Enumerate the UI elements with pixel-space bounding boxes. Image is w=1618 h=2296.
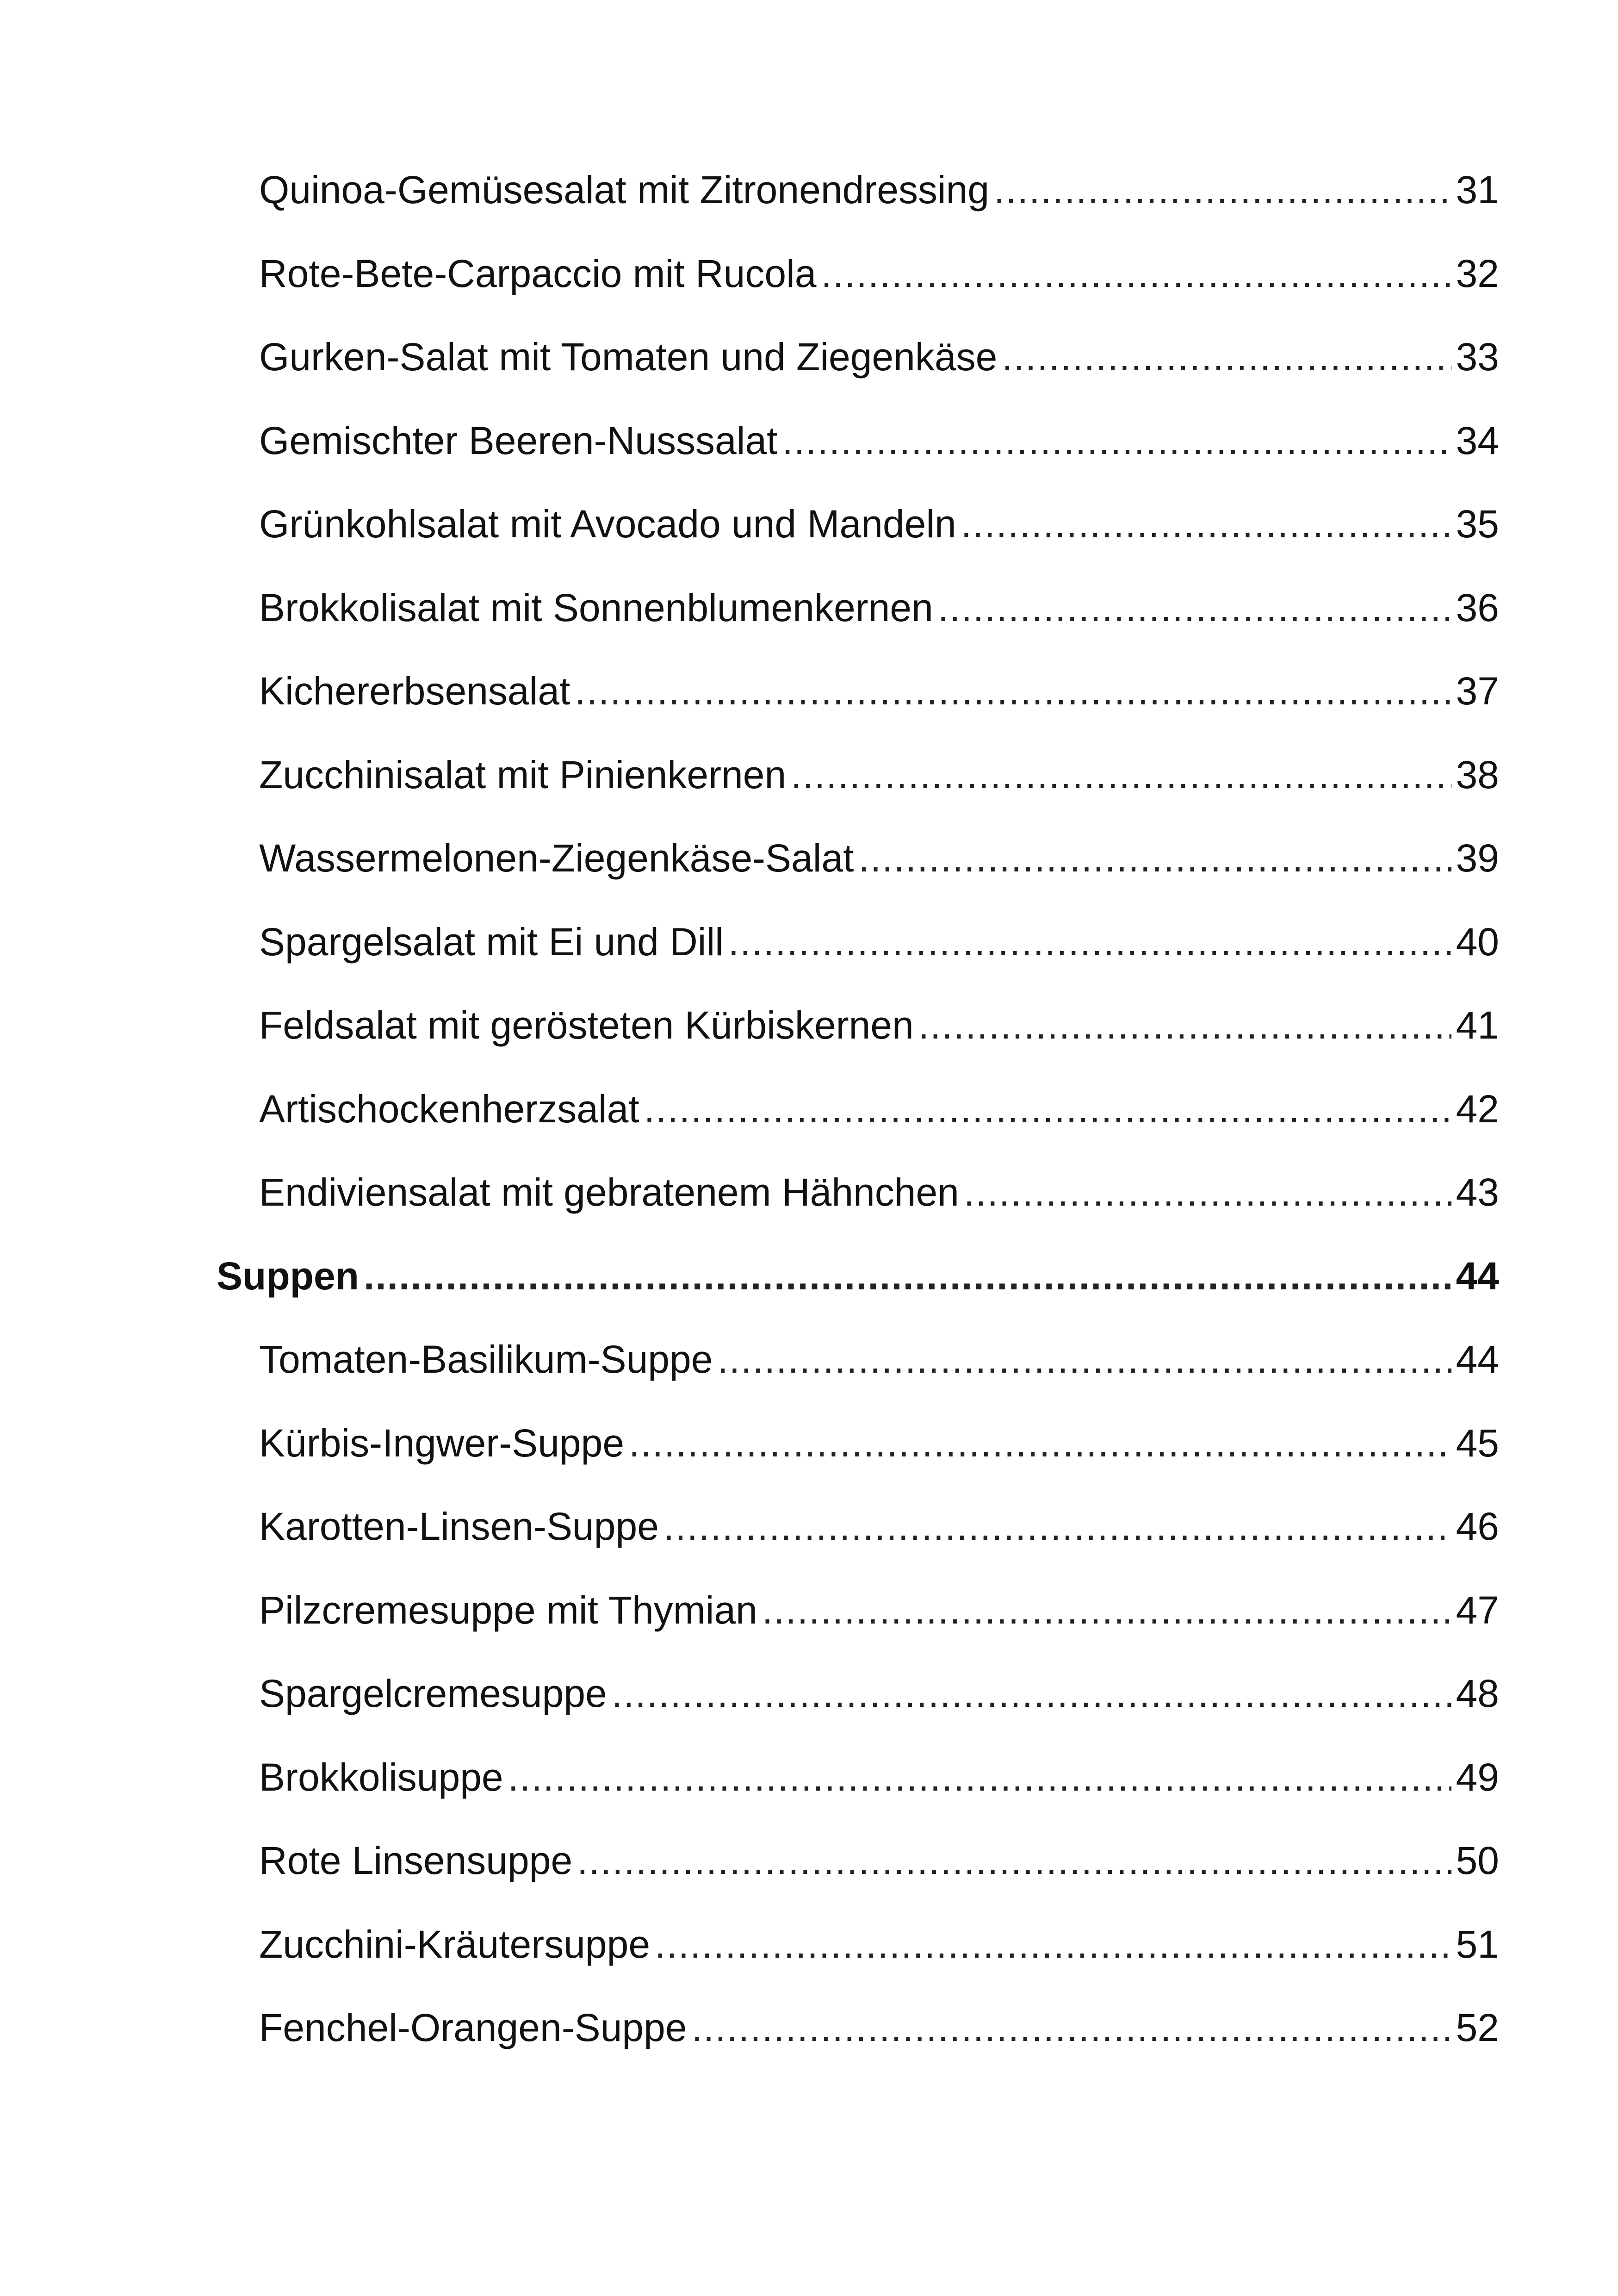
toc-entry-title: Fenchel-Orangen-Suppe (259, 2006, 687, 2049)
toc-entry-title: Suppen (217, 1254, 359, 1298)
toc-entry-title: Grünkohlsalat mit Avocado und Mandeln (259, 502, 956, 546)
toc-entry (259, 997, 1499, 1053)
toc-entry-page-number: 38 (1456, 753, 1499, 796)
toc-entry (259, 329, 1499, 385)
toc-entry-title: Artischockenherzsalat (259, 1087, 639, 1131)
toc-entry (259, 1916, 1499, 1972)
toc-entry-page-number: 50 (1456, 1839, 1499, 1882)
toc-dot-leader (717, 1332, 1451, 1387)
toc-entry-title: Kürbis-Ingwer-Suppe (259, 1421, 625, 1465)
toc-entry-title: Karotten-Linsen-Suppe (259, 1505, 659, 1548)
toc-entry (259, 580, 1499, 635)
toc-entry (259, 830, 1499, 886)
toc-dot-leader (364, 1248, 1451, 1304)
toc-entry (259, 496, 1499, 552)
toc-dot-leader (508, 1749, 1451, 1805)
toc-dot-leader (629, 1415, 1451, 1471)
toc-entry-title: Brokkolisuppe (259, 1755, 503, 1799)
toc-entry (259, 1749, 1499, 1805)
toc-dot-leader (858, 830, 1451, 886)
toc-entry-title: Rote Linsensuppe (259, 1839, 573, 1882)
toc-dot-leader (575, 663, 1451, 719)
toc-dot-leader (644, 1081, 1451, 1137)
toc-chapter-entry (217, 1248, 1499, 1304)
toc-dot-leader (791, 747, 1451, 803)
toc-entry-page-number: 31 (1456, 168, 1499, 212)
toc-entry-title: Spargelcremesuppe (259, 1672, 607, 1715)
toc-dot-leader (1002, 329, 1451, 385)
toc-entry-page-number: 37 (1456, 669, 1499, 713)
toc-dot-leader (994, 162, 1451, 218)
toc-entry-title: Rote-Bete-Carpaccio mit Rucola (259, 252, 817, 295)
toc-entry-page-number: 34 (1456, 419, 1499, 462)
toc-entry-title: Feldsalat mit gerösteten Kürbiskernen (259, 1003, 914, 1047)
toc-entry-page-number: 42 (1456, 1087, 1499, 1131)
toc-dot-leader (655, 1916, 1451, 1972)
toc-entry-page-number: 45 (1456, 1421, 1499, 1465)
toc-entry-page-number: 32 (1456, 252, 1499, 295)
toc-entry-page-number: 51 (1456, 1923, 1499, 1966)
toc-entry (259, 747, 1499, 803)
toc-entry-title: Spargelsalat mit Ei und Dill (259, 920, 724, 964)
toc-entry-title: Gemischter Beeren-Nusssalat (259, 419, 778, 462)
toc-entry (259, 663, 1499, 719)
toc-dot-leader (762, 1582, 1451, 1638)
toc-entry-page-number: 39 (1456, 836, 1499, 880)
toc-entry (259, 1666, 1499, 1721)
toc-entry-page-number: 47 (1456, 1588, 1499, 1632)
toc-dot-leader (821, 246, 1451, 301)
toc-entry-page-number: 52 (1456, 2006, 1499, 2049)
toc-entry-title: Pilzcremesuppe mit Thymian (259, 1588, 757, 1632)
toc-entry-page-number: 40 (1456, 920, 1499, 964)
toc-entry (259, 1499, 1499, 1554)
toc-entry-title: Zucchinisalat mit Pinienkernen (259, 753, 787, 796)
toc-entry-title: Gurken-Salat mit Tomaten und Ziegenkäse (259, 335, 998, 379)
toc-entry (259, 1164, 1499, 1220)
toc-entry-title: Tomaten-Basilikum-Suppe (259, 1338, 713, 1381)
toc-entry-page-number: 41 (1456, 1003, 1499, 1047)
toc-dot-leader (938, 580, 1451, 635)
toc-entry-page-number: 44 (1456, 1338, 1499, 1381)
toc-entry-title: Quinoa-Gemüsesalat mit Zitronendressing (259, 168, 990, 212)
toc-dot-leader (612, 1666, 1451, 1721)
toc-entry-page-number: 35 (1456, 502, 1499, 546)
toc-entry-title: Kichererbsensalat (259, 669, 570, 713)
toc-entry (259, 1332, 1499, 1387)
toc-dot-leader (964, 1164, 1451, 1220)
toc-entry (259, 1081, 1499, 1137)
toc-entry (259, 413, 1499, 468)
toc-entry-title: Brokkolisalat mit Sonnenblumenkernen (259, 586, 933, 629)
toc-entry-page-number: 44 (1456, 1254, 1499, 1298)
toc-dot-leader (577, 1833, 1451, 1888)
toc-entry-page-number: 46 (1456, 1505, 1499, 1548)
toc-entry (259, 162, 1499, 218)
toc-dot-leader (961, 496, 1451, 552)
toc-entry (259, 246, 1499, 301)
toc-dot-leader (692, 2000, 1451, 2055)
toc-entry (259, 2000, 1499, 2055)
toc-entry (259, 1415, 1499, 1471)
toc-entry-page-number: 48 (1456, 1672, 1499, 1715)
toc-entry (259, 1833, 1499, 1888)
toc-entry-page-number: 43 (1456, 1170, 1499, 1214)
toc-dot-leader (663, 1499, 1451, 1554)
toc-dot-leader (918, 997, 1451, 1053)
toc-entry (259, 1582, 1499, 1638)
toc-dot-leader (782, 413, 1451, 468)
toc-entry-page-number: 33 (1456, 335, 1499, 379)
toc-dot-leader (728, 914, 1451, 970)
toc-entry-title: Wassermelonen-Ziegenkäse-Salat (259, 836, 854, 880)
toc-entry-page-number: 36 (1456, 586, 1499, 629)
toc-entry-title: Zucchini-Kräutersuppe (259, 1923, 651, 1966)
toc-entry (259, 914, 1499, 970)
toc-entry-page-number: 49 (1456, 1755, 1499, 1799)
toc-entry-title: Endiviensalat mit gebratenem Hähnchen (259, 1170, 959, 1214)
